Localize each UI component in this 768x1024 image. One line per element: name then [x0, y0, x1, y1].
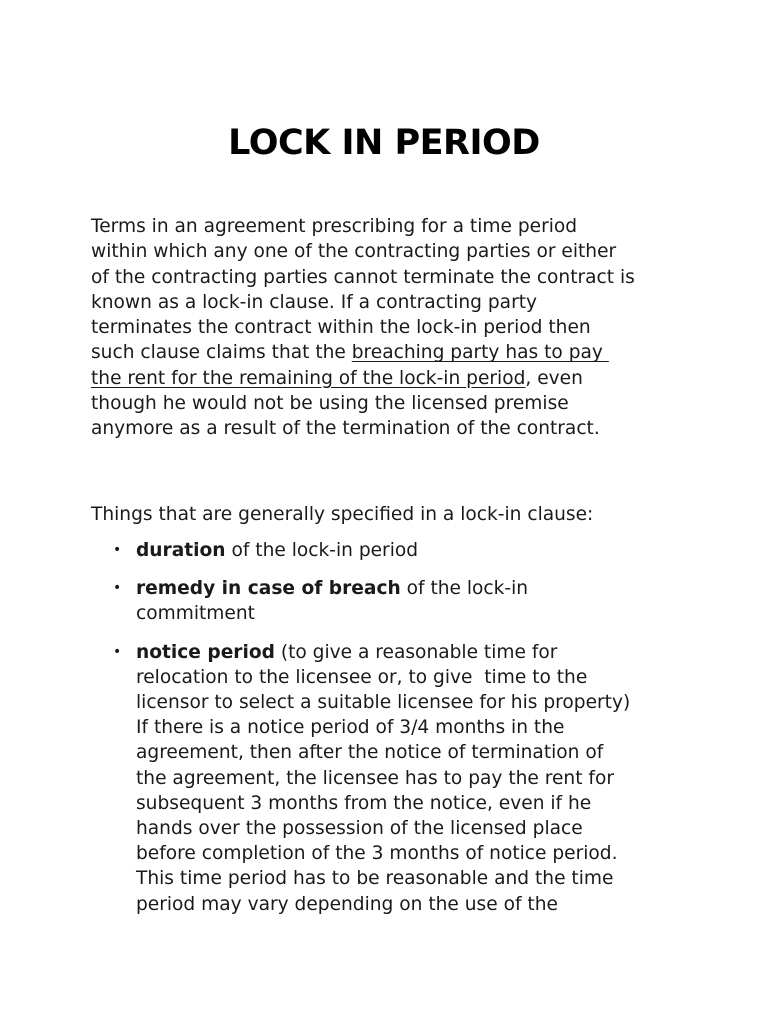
bullet-icon: •: [113, 542, 122, 558]
list-item-line: If there is a notice period of 3/4 months in the: [136, 717, 565, 739]
list-item-term: remedy in case of breach: [136, 578, 401, 600]
intro-line: Terms in an agreement prescribing for a time period: [91, 216, 578, 237]
intro-text: such clause claims that the: [91, 342, 352, 364]
intro-line: [91, 366, 691, 391]
list-item-line: the agreement, the licensee has to pay the rent for: [136, 767, 614, 789]
list-item-line: commitment: [136, 603, 255, 625]
list-item-line: [136, 640, 711, 665]
list-item-line: [136, 576, 711, 601]
intro-line: of the contracting parties cannot terminate the contract is: [91, 266, 635, 288]
bullet-icon: •: [113, 580, 122, 597]
bullet-list: [91, 538, 711, 917]
intro-line: known as a lock-in clause. If a contracting party: [91, 291, 538, 313]
list-item-text: of the lock-in period: [225, 540, 419, 561]
list-item-line: This time period has to be reasonable and the time: [136, 868, 614, 890]
list-item-line: licensor to select a suitable licensee for his property): [136, 692, 631, 714]
underlined-phrase: breaching party has to pay: [351, 342, 609, 364]
intro-line: though he would not be using the licensed premise: [91, 393, 569, 415]
page-title: LOCK IN PERIOD: [228, 123, 540, 164]
intro-line: terminates the contract within the lock-in period then: [91, 317, 591, 339]
intro-line: within which any one of the contracting parties or either: [91, 241, 617, 263]
intro-line: anymore as a result of the termination of the contract.: [91, 418, 600, 440]
list-heading: Things that are generally specified in a lock-in clause:: [91, 504, 594, 525]
intro-paragraph: [91, 214, 691, 442]
list-item-line: relocation to the licensee or, to give time to the: [136, 666, 588, 688]
underlined-phrase: the rent for the remaining of the lock-in period: [91, 367, 526, 389]
list-item-line: subsequent 3 months from the notice, even if he: [136, 792, 592, 814]
list-item: [91, 640, 711, 917]
list-item: [91, 576, 711, 626]
intro-text: , even: [525, 367, 583, 389]
list-item-line: before completion of the 3 months of notice period.: [136, 843, 618, 865]
list-item-line: agreement, then after the notice of termination of: [136, 742, 604, 764]
bullet-icon: •: [113, 643, 122, 660]
intro-line: [91, 340, 691, 365]
list-item-term: notice period: [136, 641, 275, 663]
list-item-line: hands over the possession of the licensed place: [136, 818, 583, 840]
list-item: [91, 538, 711, 563]
list-item-text: (to give a reasonable time for: [274, 641, 558, 663]
list-item-term: duration: [136, 540, 226, 561]
list-item-text: of the lock-in: [400, 578, 529, 600]
list-item-line: [136, 538, 711, 563]
list-item-line: period may vary depending on the use of the: [136, 893, 558, 915]
